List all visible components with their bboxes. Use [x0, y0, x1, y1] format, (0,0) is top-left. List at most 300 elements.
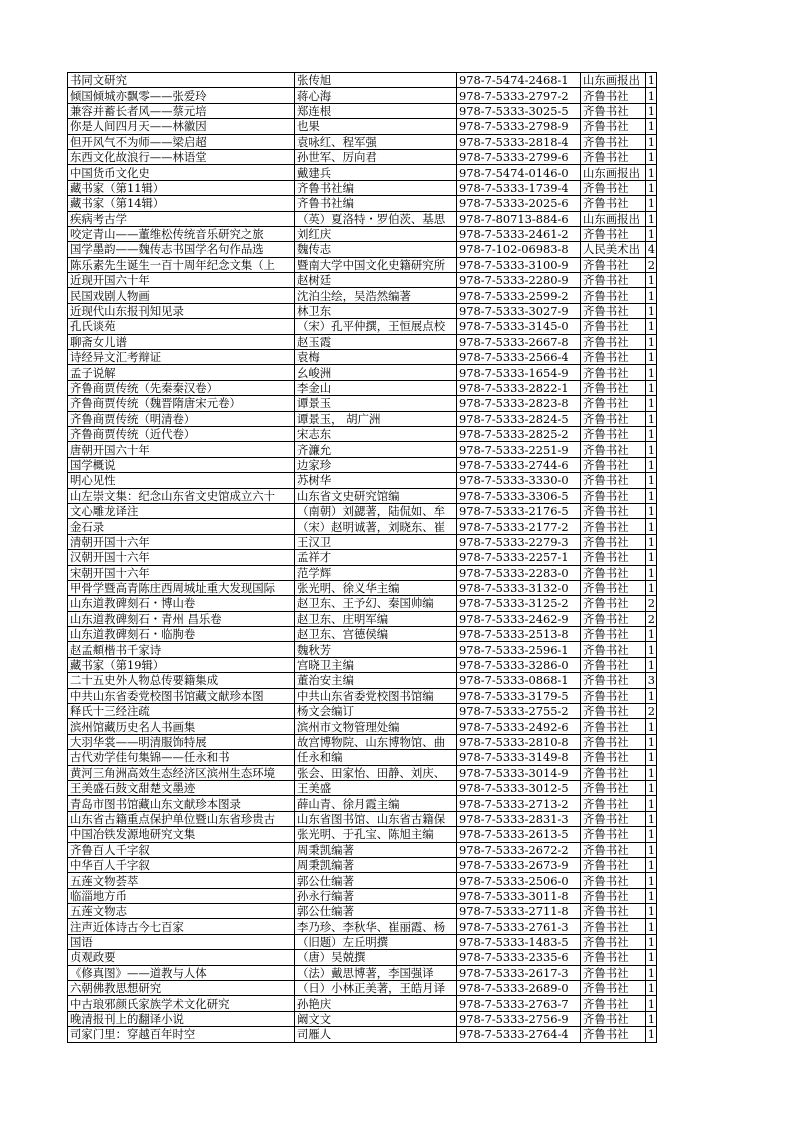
- cell-publisher: 齐鲁书社: [581, 904, 646, 919]
- cell-publisher: 齐鲁书社: [581, 657, 646, 672]
- cell-isbn: 978-7-5333-2822-1: [457, 380, 581, 395]
- table-row: [68, 503, 657, 518]
- cell-publisher: 山东画报出: [581, 73, 646, 88]
- cell-title: 青岛市图书馆藏山东文献珍本图录: [68, 796, 295, 811]
- cell-publisher: 齐鲁书社: [581, 888, 646, 903]
- cell-publisher: 齐鲁书社: [581, 550, 646, 565]
- cell-quantity: 1: [646, 688, 657, 703]
- cell-title: 金石录: [68, 519, 295, 534]
- cell-publisher: 齐鲁书社: [581, 765, 646, 780]
- table-row: [68, 165, 657, 180]
- table-row: [68, 426, 657, 441]
- cell-author: 幺峻洲: [295, 365, 457, 380]
- cell-author: 故宫博物院、山东博物馆、曲: [295, 734, 457, 749]
- table-row: [68, 1011, 657, 1026]
- table-row: [68, 780, 657, 795]
- cell-quantity: 1: [646, 950, 657, 965]
- cell-author: 阚文文: [295, 1011, 457, 1026]
- cell-isbn: 978-7-5333-3179-5: [457, 688, 581, 703]
- cell-publisher: 人民美术出: [581, 242, 646, 257]
- cell-isbn: 978-7-5333-2506-0: [457, 873, 581, 888]
- table-row: [68, 611, 657, 626]
- cell-publisher: 齐鲁书社: [581, 196, 646, 211]
- cell-quantity: 1: [646, 734, 657, 749]
- cell-isbn: 978-7-5333-2831-3: [457, 811, 581, 826]
- cell-quantity: 1: [646, 981, 657, 996]
- table-row: [68, 580, 657, 595]
- table-row: [68, 288, 657, 303]
- cell-quantity: 1: [646, 442, 657, 457]
- cell-title: 文心雕龙译注: [68, 503, 295, 518]
- cell-isbn: 978-7-5333-2335-6: [457, 950, 581, 965]
- cell-author: 郭公仕编著: [295, 904, 457, 919]
- cell-title: 黄河三角洲高效生态经济区滨州生态环境: [68, 765, 295, 780]
- cell-quantity: 1: [646, 457, 657, 472]
- cell-publisher: 齐鲁书社: [581, 811, 646, 826]
- cell-title: 国学概说: [68, 457, 295, 472]
- cell-title: 你是人间四月天——林徽因: [68, 119, 295, 134]
- cell-quantity: 1: [646, 88, 657, 103]
- cell-author: 董治安主编: [295, 673, 457, 688]
- cell-quantity: 1: [646, 411, 657, 426]
- table-row: [68, 350, 657, 365]
- table-row: [68, 303, 657, 318]
- cell-isbn: 978-7-5333-2566-4: [457, 350, 581, 365]
- cell-quantity: 1: [646, 857, 657, 872]
- cell-isbn: 978-7-5333-2810-8: [457, 734, 581, 749]
- cell-author: 张光明、徐义华主编: [295, 580, 457, 595]
- cell-isbn: 978-7-5333-2025-6: [457, 196, 581, 211]
- cell-publisher: 齐鲁书社: [581, 642, 646, 657]
- cell-quantity: 1: [646, 73, 657, 88]
- cell-isbn: 978-7-5333-1483-5: [457, 934, 581, 949]
- cell-publisher: 齐鲁书社: [581, 996, 646, 1011]
- cell-title: 咬定青山——董维松传统音乐研究之旅: [68, 226, 295, 241]
- cell-title: 山东道教碑刻石・青州 昌乐卷: [68, 611, 295, 626]
- cell-title: 清朝开国十六年: [68, 534, 295, 549]
- cell-publisher: 齐鲁书社: [581, 611, 646, 626]
- cell-publisher: 山东画报出: [581, 211, 646, 226]
- cell-author: 郑连根: [295, 103, 457, 118]
- table-row: [68, 103, 657, 118]
- cell-quantity: 1: [646, 842, 657, 857]
- table-row: [68, 73, 657, 88]
- cell-author: 郭公仕编著: [295, 873, 457, 888]
- cell-title: 注声近体诗古今七百家: [68, 919, 295, 934]
- cell-title: 山东道教碑刻石・博山卷: [68, 596, 295, 611]
- cell-author: 赵树廷: [295, 273, 457, 288]
- table-row: [68, 473, 657, 488]
- cell-title: 国语: [68, 934, 295, 949]
- cell-title: 《修真图》——道教与人体: [68, 965, 295, 980]
- cell-quantity: 1: [646, 334, 657, 349]
- cell-quantity: 1: [646, 396, 657, 411]
- table-row: [68, 334, 657, 349]
- cell-author: 袁梅: [295, 350, 457, 365]
- cell-title: 五莲文物志: [68, 904, 295, 919]
- cell-publisher: 齐鲁书社: [581, 273, 646, 288]
- table-row: [68, 411, 657, 426]
- cell-isbn: 978-7-5333-2825-2: [457, 426, 581, 441]
- cell-title: 近现代山东报刊知见录: [68, 303, 295, 318]
- table-row: [68, 919, 657, 934]
- cell-author: 山东省图书馆、山东省古籍保: [295, 811, 457, 826]
- cell-author: （日）小林正美著，王皓月译: [295, 981, 457, 996]
- cell-publisher: 齐鲁书社: [581, 934, 646, 949]
- cell-quantity: 1: [646, 473, 657, 488]
- cell-author: 孙永行编著: [295, 888, 457, 903]
- cell-author: 山东省文史研究馆编: [295, 488, 457, 503]
- cell-title: 孔氏谈苑: [68, 319, 295, 334]
- table-row: [68, 488, 657, 503]
- cell-title: 唐朝开国六十年: [68, 442, 295, 457]
- cell-quantity: 1: [646, 273, 657, 288]
- cell-publisher: 齐鲁书社: [581, 1027, 646, 1042]
- cell-quantity: 1: [646, 888, 657, 903]
- cell-quantity: 1: [646, 919, 657, 934]
- cell-title: 宋朝开国十六年: [68, 565, 295, 580]
- cell-publisher: 齐鲁书社: [581, 627, 646, 642]
- cell-author: 赵卫东、宫德侯编: [295, 627, 457, 642]
- cell-quantity: 1: [646, 211, 657, 226]
- cell-isbn: 978-7-5333-2824-5: [457, 411, 581, 426]
- table-row: [68, 149, 657, 164]
- cell-quantity: 1: [646, 519, 657, 534]
- cell-quantity: 1: [646, 642, 657, 657]
- table-row: [68, 180, 657, 195]
- cell-isbn: 978-7-80713-884-6: [457, 211, 581, 226]
- cell-quantity: 1: [646, 904, 657, 919]
- cell-isbn: 978-7-5333-2756-9: [457, 1011, 581, 1026]
- cell-author: 孙艳庆: [295, 996, 457, 1011]
- cell-publisher: 齐鲁书社: [581, 411, 646, 426]
- cell-isbn: 978-7-5333-2818-4: [457, 134, 581, 149]
- cell-quantity: 1: [646, 180, 657, 195]
- cell-title: 赵孟頫楷书千家诗: [68, 642, 295, 657]
- cell-publisher: 齐鲁书社: [581, 981, 646, 996]
- table-row: [68, 750, 657, 765]
- cell-author: 孟祥才: [295, 550, 457, 565]
- cell-publisher: 齐鲁书社: [581, 950, 646, 965]
- cell-author: 戴建兵: [295, 165, 457, 180]
- cell-publisher: 齐鲁书社: [581, 88, 646, 103]
- cell-isbn: 978-7-5333-3125-2: [457, 596, 581, 611]
- table-row: [68, 365, 657, 380]
- table-row: [68, 380, 657, 395]
- cell-title: 中国冶铁发源地研究文集: [68, 827, 295, 842]
- cell-title: 六朝佛教思想研究: [68, 981, 295, 996]
- cell-title: 山东道教碑刻石・临朐卷: [68, 627, 295, 642]
- cell-publisher: 齐鲁书社: [581, 103, 646, 118]
- cell-publisher: 齐鲁书社: [581, 257, 646, 272]
- cell-title: 诗经异文汇考辩证: [68, 350, 295, 365]
- cell-title: 晚清报刊上的翻译小说: [68, 1011, 295, 1026]
- cell-publisher: 齐鲁书社: [581, 134, 646, 149]
- cell-author: （法）戴思博著，李国强译: [295, 965, 457, 980]
- table-row: [68, 873, 657, 888]
- cell-quantity: 1: [646, 627, 657, 642]
- cell-quantity: 1: [646, 303, 657, 318]
- cell-author: 孙世军、厉向君: [295, 149, 457, 164]
- book-list-table: [67, 72, 657, 1043]
- cell-title: 山东省古籍重点保护单位暨山东省珍贵古: [68, 811, 295, 826]
- cell-author: 宫晓卫主编: [295, 657, 457, 672]
- cell-publisher: 齐鲁书社: [581, 580, 646, 595]
- table-row: [68, 565, 657, 580]
- cell-quantity: 1: [646, 565, 657, 580]
- cell-quantity: 1: [646, 319, 657, 334]
- cell-publisher: 齐鲁书社: [581, 873, 646, 888]
- cell-publisher: 齐鲁书社: [581, 350, 646, 365]
- cell-title: 藏书家（第14辑）: [68, 196, 295, 211]
- cell-quantity: 1: [646, 365, 657, 380]
- cell-author: 魏传志: [295, 242, 457, 257]
- cell-publisher: 齐鲁书社: [581, 457, 646, 472]
- cell-title: 中国货币文化史: [68, 165, 295, 180]
- table-row: [68, 934, 657, 949]
- cell-isbn: 978-7-5333-2799-6: [457, 149, 581, 164]
- table-row: [68, 827, 657, 842]
- cell-isbn: 978-7-5333-3025-5: [457, 103, 581, 118]
- cell-author: 周秉凯编著: [295, 857, 457, 872]
- cell-publisher: 齐鲁书社: [581, 965, 646, 980]
- table-row: [68, 534, 657, 549]
- cell-quantity: 1: [646, 1011, 657, 1026]
- cell-title: 古代劝学佳句集锦——任永和书: [68, 750, 295, 765]
- cell-isbn: 978-7-5474-0146-0: [457, 165, 581, 180]
- cell-author: 暨南大学中国文化史籍研究所: [295, 257, 457, 272]
- cell-isbn: 978-7-5333-2176-5: [457, 503, 581, 518]
- cell-author: 谭景玉， 胡广洲: [295, 411, 457, 426]
- cell-author: 滨州市文物管理处编: [295, 719, 457, 734]
- table-row: [68, 596, 657, 611]
- table-row: [68, 888, 657, 903]
- cell-quantity: 1: [646, 119, 657, 134]
- cell-isbn: 978-7-5333-2689-0: [457, 981, 581, 996]
- cell-quantity: 1: [646, 965, 657, 980]
- cell-quantity: 3: [646, 673, 657, 688]
- cell-isbn: 978-7-5333-3012-5: [457, 780, 581, 795]
- cell-publisher: 齐鲁书社: [581, 519, 646, 534]
- cell-isbn: 978-7-5333-1654-9: [457, 365, 581, 380]
- cell-title: 大羽华裳——明清服饰特展: [68, 734, 295, 749]
- cell-publisher: 齐鲁书社: [581, 488, 646, 503]
- cell-title: 东西文化故浪行——林语堂: [68, 149, 295, 164]
- cell-quantity: 1: [646, 580, 657, 595]
- cell-isbn: 978-7-5333-2280-9: [457, 273, 581, 288]
- cell-publisher: 齐鲁书社: [581, 473, 646, 488]
- cell-isbn: 978-7-5333-2713-2: [457, 796, 581, 811]
- cell-isbn: 978-7-5333-3149-8: [457, 750, 581, 765]
- cell-quantity: 1: [646, 426, 657, 441]
- cell-isbn: 978-7-5333-2462-9: [457, 611, 581, 626]
- cell-isbn: 978-7-5333-2761-3: [457, 919, 581, 934]
- table-row: [68, 965, 657, 980]
- cell-title: 国学墨韵——魏传志书国学名句作品选: [68, 242, 295, 257]
- cell-title: 甲骨学暨高青陈庄西周城址重大发现国际: [68, 580, 295, 595]
- table-row: [68, 765, 657, 780]
- cell-publisher: 齐鲁书社: [581, 380, 646, 395]
- cell-author: 赵卫东、庄明军编: [295, 611, 457, 626]
- cell-quantity: 2: [646, 596, 657, 611]
- cell-title: 二十五史外人物总传要籍集成: [68, 673, 295, 688]
- cell-quantity: 1: [646, 657, 657, 672]
- cell-isbn: 978-7-5333-2492-6: [457, 719, 581, 734]
- cell-publisher: 齐鲁书社: [581, 1011, 646, 1026]
- cell-quantity: 2: [646, 257, 657, 272]
- cell-quantity: 1: [646, 196, 657, 211]
- cell-quantity: 2: [646, 704, 657, 719]
- book-list-body: [68, 73, 657, 1043]
- cell-quantity: 1: [646, 165, 657, 180]
- cell-title: 藏书家（第11辑）: [68, 180, 295, 195]
- cell-publisher: 齐鲁书社: [581, 842, 646, 857]
- table-row: [68, 319, 657, 334]
- cell-title: 孟子说解: [68, 365, 295, 380]
- table-row: [68, 257, 657, 272]
- cell-title: 齐鲁商贾传统（魏晋隋唐宋元卷）: [68, 396, 295, 411]
- cell-quantity: 1: [646, 226, 657, 241]
- table-row: [68, 996, 657, 1011]
- cell-isbn: 978-7-5333-2823-8: [457, 396, 581, 411]
- cell-isbn: 978-7-5333-2755-2: [457, 704, 581, 719]
- cell-isbn: 978-7-5333-2798-9: [457, 119, 581, 134]
- cell-author: 张光明、于孔宝、陈旭主编: [295, 827, 457, 842]
- cell-title: 明心见性: [68, 473, 295, 488]
- cell-author: （英）夏洛特・罗伯茨、基思: [295, 211, 457, 226]
- cell-publisher: 齐鲁书社: [581, 149, 646, 164]
- table-row: [68, 119, 657, 134]
- cell-publisher: 齐鲁书社: [581, 180, 646, 195]
- cell-title: 藏书家（第19辑）: [68, 657, 295, 672]
- table-row: [68, 396, 657, 411]
- cell-quantity: 1: [646, 350, 657, 365]
- cell-quantity: 1: [646, 780, 657, 795]
- cell-publisher: 齐鲁书社: [581, 704, 646, 719]
- cell-author: 苏树华: [295, 473, 457, 488]
- table-row: [68, 950, 657, 965]
- table-row: [68, 657, 657, 672]
- cell-author: 沈泊尘绘，吴浩然编著: [295, 288, 457, 303]
- cell-isbn: 978-7-5333-2283-0: [457, 565, 581, 580]
- cell-isbn: 978-7-5333-2461-2: [457, 226, 581, 241]
- table-row: [68, 134, 657, 149]
- cell-title: 齐鲁商贾传统（先秦秦汉卷）: [68, 380, 295, 395]
- cell-title: 中共山东省委党校图书馆藏文献珍本图: [68, 688, 295, 703]
- cell-quantity: 1: [646, 827, 657, 842]
- cell-isbn: 978-7-5333-2596-1: [457, 642, 581, 657]
- cell-isbn: 978-7-5333-2744-6: [457, 457, 581, 472]
- cell-quantity: 1: [646, 288, 657, 303]
- table-row: [68, 857, 657, 872]
- cell-author: 任永和编: [295, 750, 457, 765]
- cell-isbn: 978-7-5333-3286-0: [457, 657, 581, 672]
- cell-author: 齐鲁书社编: [295, 196, 457, 211]
- cell-quantity: 1: [646, 503, 657, 518]
- cell-author: 谭景玉: [295, 396, 457, 411]
- cell-isbn: 978-7-5333-3027-9: [457, 303, 581, 318]
- cell-title: 疾病考古学: [68, 211, 295, 226]
- table-row: [68, 796, 657, 811]
- cell-title: 民国戏剧人物画: [68, 288, 295, 303]
- table-row: [68, 88, 657, 103]
- cell-author: 张传旭: [295, 73, 457, 88]
- cell-quantity: 1: [646, 534, 657, 549]
- cell-author: 中共山东省委党校图书馆编: [295, 688, 457, 703]
- cell-isbn: 978-7-5333-2763-7: [457, 996, 581, 1011]
- cell-publisher: 齐鲁书社: [581, 750, 646, 765]
- cell-author: 魏秋芳: [295, 642, 457, 657]
- cell-quantity: 1: [646, 719, 657, 734]
- table-row: [68, 704, 657, 719]
- table-row: [68, 550, 657, 565]
- cell-isbn: 978-7-5333-2599-2: [457, 288, 581, 303]
- cell-publisher: 齐鲁书社: [581, 827, 646, 842]
- cell-author: （唐）吴兢撰: [295, 950, 457, 965]
- cell-publisher: 齐鲁书社: [581, 596, 646, 611]
- cell-title: 齐鲁商贾传统（明清卷）: [68, 411, 295, 426]
- cell-author: 蒋心海: [295, 88, 457, 103]
- cell-author: 齐鲁书社编: [295, 180, 457, 195]
- cell-publisher: 齐鲁书社: [581, 780, 646, 795]
- cell-isbn: 978-7-5333-2613-5: [457, 827, 581, 842]
- cell-isbn: 978-7-5333-0868-1: [457, 673, 581, 688]
- cell-quantity: 1: [646, 149, 657, 164]
- cell-title: 近现开国六十年: [68, 273, 295, 288]
- table-row: [68, 519, 657, 534]
- cell-isbn: 978-7-5333-2672-2: [457, 842, 581, 857]
- cell-author: 范学辉: [295, 565, 457, 580]
- cell-publisher: 齐鲁书社: [581, 673, 646, 688]
- cell-author: 李乃珍、李秋华、崔丽霞、杨: [295, 919, 457, 934]
- cell-author: （南朝）刘勰著，陆侃如、牟: [295, 503, 457, 518]
- table-row: [68, 196, 657, 211]
- table-row: [68, 226, 657, 241]
- table-row: [68, 273, 657, 288]
- cell-publisher: 齐鲁书社: [581, 426, 646, 441]
- cell-isbn: 978-7-5333-3011-8: [457, 888, 581, 903]
- cell-title: 书同文研究: [68, 73, 295, 88]
- table-row: [68, 627, 657, 642]
- cell-title: 汉朝开国十六年: [68, 550, 295, 565]
- cell-quantity: 1: [646, 134, 657, 149]
- cell-author: 张会、田家怡、田静、刘庆、: [295, 765, 457, 780]
- cell-quantity: 1: [646, 550, 657, 565]
- cell-publisher: 山东画报出: [581, 165, 646, 180]
- cell-quantity: 1: [646, 750, 657, 765]
- cell-title: 倾国倾城亦飘零——张爱玲: [68, 88, 295, 103]
- table-row: [68, 981, 657, 996]
- cell-isbn: 978-7-5333-2257-1: [457, 550, 581, 565]
- cell-title: 聊斋女儿谱: [68, 334, 295, 349]
- cell-title: 齐鲁百人千字叙: [68, 842, 295, 857]
- cell-title: 陈乐素先生诞生一百十周年纪念文集（上: [68, 257, 295, 272]
- cell-isbn: 978-7-5333-2617-3: [457, 965, 581, 980]
- cell-author: 宋志东: [295, 426, 457, 441]
- table-row: [68, 442, 657, 457]
- cell-publisher: 齐鲁书社: [581, 119, 646, 134]
- cell-quantity: 1: [646, 488, 657, 503]
- cell-quantity: 1: [646, 996, 657, 1011]
- cell-author: 薛山青、徐月霞主编: [295, 796, 457, 811]
- cell-title: 司家门里：穿越百年时空: [68, 1027, 295, 1042]
- cell-publisher: 齐鲁书社: [581, 396, 646, 411]
- cell-publisher: 齐鲁书社: [581, 565, 646, 580]
- cell-author: 边家珍: [295, 457, 457, 472]
- table-row: [68, 811, 657, 826]
- cell-author: 也果: [295, 119, 457, 134]
- cell-author: 林卫东: [295, 303, 457, 318]
